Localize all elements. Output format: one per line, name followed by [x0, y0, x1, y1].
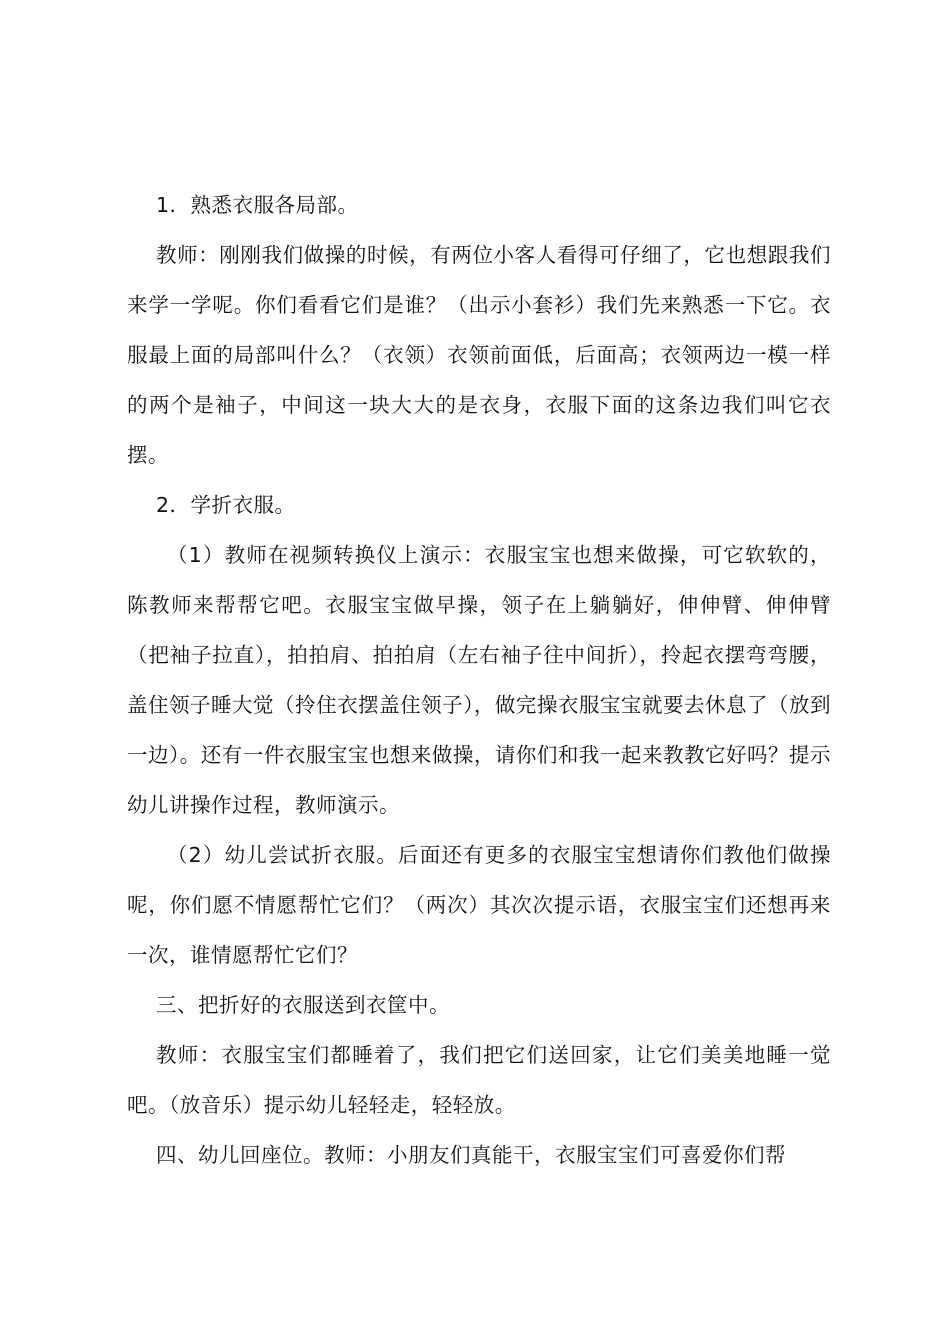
paragraph-section-1-heading: 1．熟悉衣服各局部。 — [156, 193, 359, 217]
paragraph-teacher-intro: 教师：刚刚我们做操的时候，有两位小客人看得可仔细了，它也想跟我们来学一学呢。你们看看它们是谁？（出示小套衫）我们先来熟悉一下它。衣服最上面的局部叫什么？（衣领）衣领前面低，后面高；衣领两边一模一样的两个是袖子，中间这一块大大的是衣身，衣服下面的这条边我们叫它衣摆。 — [127, 243, 831, 467]
paragraph-section-2-heading: 2．学折衣服。 — [156, 493, 296, 517]
paragraph-step-1-demo: （1）教师在视频转换仪上演示：衣服宝宝也想来做操，可它软软的，陈教师来帮帮它吧。衣服宝宝做早操，领子在上躺躺好，伸伸臂、伸伸臂（把袖子拉直），拍拍肩、拍拍肩（左右袖子往中间折），拎起衣摆弯弯腰，盖住领子睡大觉（拎住衣摆盖住领子），做完操衣服宝宝就要去休息了（放到一边）。还有一件衣服宝宝也想来做操，请你们和我一起来教教它好吗？提示幼儿讲操作过程，教师演示。 — [127, 543, 831, 817]
document-body — [127, 180, 831, 1180]
paragraph-part-3-heading: 三、把折好的衣服送到衣筐中。 — [156, 993, 450, 1017]
paragraph-teacher-sleep: 教师：衣服宝宝们都睡着了，我们把它们送回家，让它们美美地睡一觉吧。（放音乐）提示幼儿轻轻走，轻轻放。 — [127, 1043, 831, 1117]
paragraph-step-2-practice: （2）幼儿尝试折衣服。后面还有更多的衣服宝宝想请你们教他们做操呢，你们愿不情愿帮忙它们？（两次）其次次提示语，衣服宝宝们还想再来一次，谁情愿帮忙它们？ — [127, 843, 831, 967]
paragraph-part-4: 四、幼儿回座位。教师：小朋友们真能干，衣服宝宝们可喜爱你们帮 — [156, 1143, 786, 1167]
